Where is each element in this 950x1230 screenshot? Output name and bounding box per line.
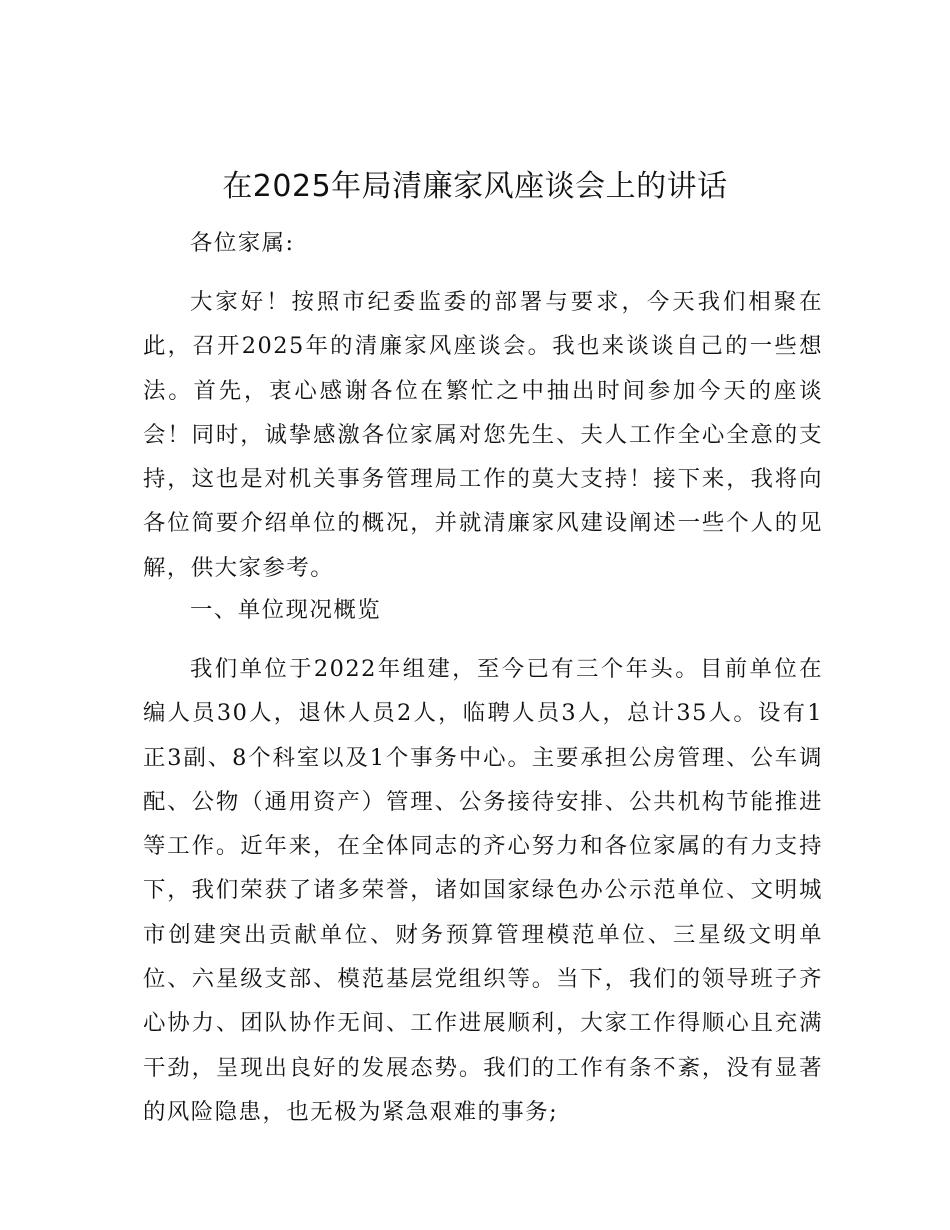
greeting-line: 各位家属: [190,230,295,256]
section-heading: 一、单位现况概览 [190,597,382,623]
intro-paragraph: 大家好！按照市纪委监委的部署与要求，今天我们相聚在此，召开2025年的清廉家风座谈会。我也来谈谈自己的一些想法。首先，衷心感谢各位在繁忙之中抽出时间参加今天的座谈会！同时，诚挚感激各位家属对您先生、夫人工作全心全意的支持，这也是对机关事务管理局工作的莫大支持！接下来，我将向各位简要介绍单位的概况，并就清廉家风建设阐述一些个人的见解，供大家参考。 [143,289,823,581]
section-paragraph: 我们单位于2022年组建，至今已有三个年头。目前单位在编人员30人，退休人员2人，临聘人员3人，总计35人。设有1正3副、8个科室以及1个事务中心。主要承担公房管理、公车调配、公物（通用资产）管理、公务接待安排、公共机构节能推进等工作。近年来，在全体同志的齐心努力和各位家属的有力支持下，我们荣获了诸多荣誉，诸如国家绿色办公示范单位、文明城市创建突出贡献单位、财务预算管理模范单位、三星级文明单位、六星级支部、模范基层党组织等。当下，我们的领导班子齐心协力、团队协作无间、工作进展顺利，大家工作得顺心且充满干劲，呈现出良好的发展态势。我们的工作有条不紊，没有显著的风险隐患，也无极为紧急艰难的事务; [143,656,823,1125]
document-title: 在2025年局清廉家风座谈会上的讲话 [222,169,728,204]
